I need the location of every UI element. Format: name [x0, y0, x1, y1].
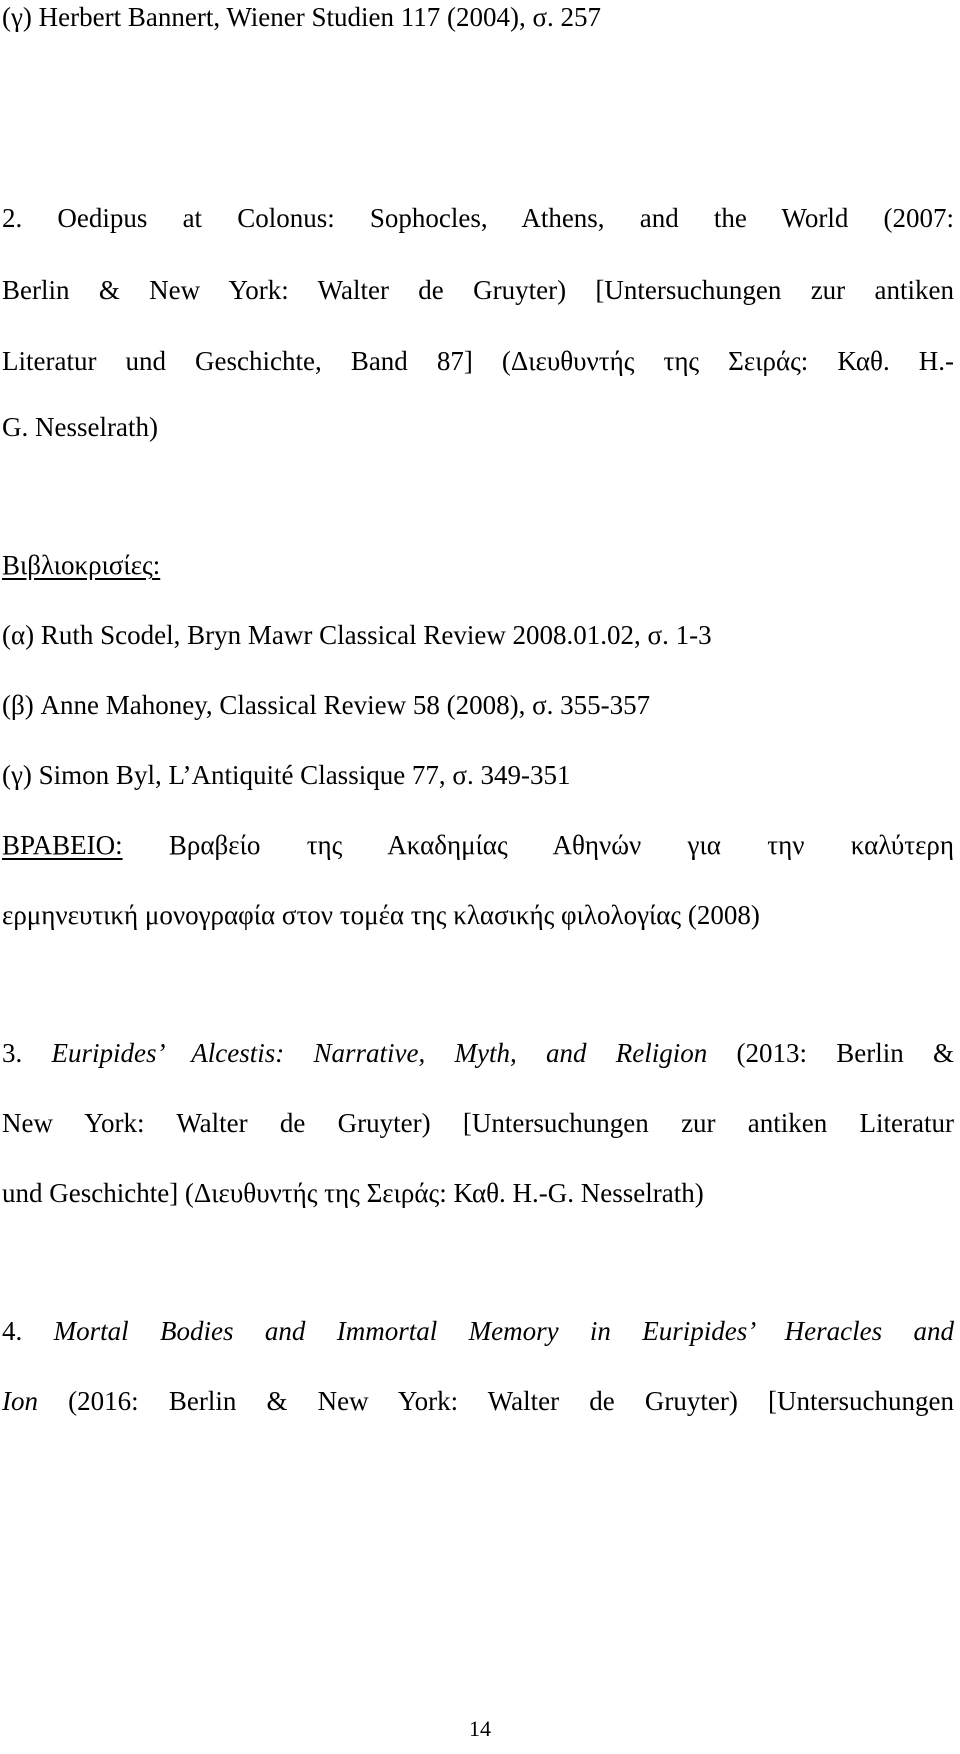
entry-2-line-4 [2, 410, 158, 444]
book-title: Euripides’ Alcestis: Narrative, Myth, and Religion [51, 1038, 708, 1068]
award-label: ΒΡΑΒΕΙΟ: [2, 830, 123, 860]
text: Berlin & New York: Walter de Gruyter) [Untersuchungen zur antiken [2, 275, 954, 305]
text: (γ) Simon Byl, L’Antiquité Classique 77, σ. 349-351 [2, 760, 571, 790]
text: 4. [2, 1316, 54, 1346]
text: 2. Oedipus at Colonus: Sophocles, Athens, and the World (2007: [2, 203, 954, 233]
text: G. Nesselrath) [2, 412, 158, 442]
entry-2-line-3 [2, 344, 954, 378]
entry-3-line-3 [2, 1176, 704, 1210]
entry-2-line-2 [2, 273, 954, 307]
page-number: 14 [469, 1716, 491, 1741]
award-line-1 [2, 828, 954, 862]
text: (β) Anne Mahoney, Classical Review 58 (2008), σ. 355-357 [2, 690, 651, 720]
entry-4-line-1 [2, 1314, 954, 1348]
entry-4-line-2 [2, 1384, 954, 1418]
text: New York: Walter de Gruyter) [Untersuchungen zur antiken Literatur [2, 1108, 954, 1138]
review-gamma-byl [2, 758, 570, 792]
review-beta [2, 688, 650, 722]
text: Βραβείο της Ακαδημίας Αθηνών για την καλύτερη [122, 830, 954, 860]
text: (2016: Berlin & New York: Walter de Gruyter) [Untersuchungen [38, 1386, 954, 1416]
text: (2013: Berlin & [707, 1038, 955, 1068]
text: (α) Ruth Scodel, Bryn Mawr Classical Review 2008.01.02, σ. 1-3 [2, 620, 712, 650]
text: (γ) Herbert Bannert, Wiener Studien 117 (2004), σ. 257 [2, 2, 601, 32]
entry-3-line-1 [2, 1036, 954, 1070]
review-alpha [2, 618, 712, 652]
heading-text: Βιβλιοκρισίες: [2, 550, 161, 580]
text: Literatur und Geschichte, Band 87] (Διευθυντής της Σειράς: Καθ. H.- [2, 346, 954, 376]
text: 3. [2, 1038, 52, 1068]
award-line-2 [2, 898, 760, 932]
review-gamma-bannert [2, 0, 601, 34]
text: ερμηνευτική μονογραφία στον τομέα της κλασικής φιλολογίας (2008) [2, 900, 760, 930]
text: und Geschichte] (Διευθυντής της Σειράς: Καθ. H.-G. Nesselrath) [2, 1178, 704, 1208]
book-title: Ion [2, 1386, 38, 1416]
book-title: Mortal Bodies and Immortal Memory in Euripides’ Heracles and [53, 1316, 954, 1346]
reviews-heading [2, 548, 160, 582]
entry-2-line-1 [2, 201, 954, 235]
entry-3-line-2 [2, 1106, 954, 1140]
